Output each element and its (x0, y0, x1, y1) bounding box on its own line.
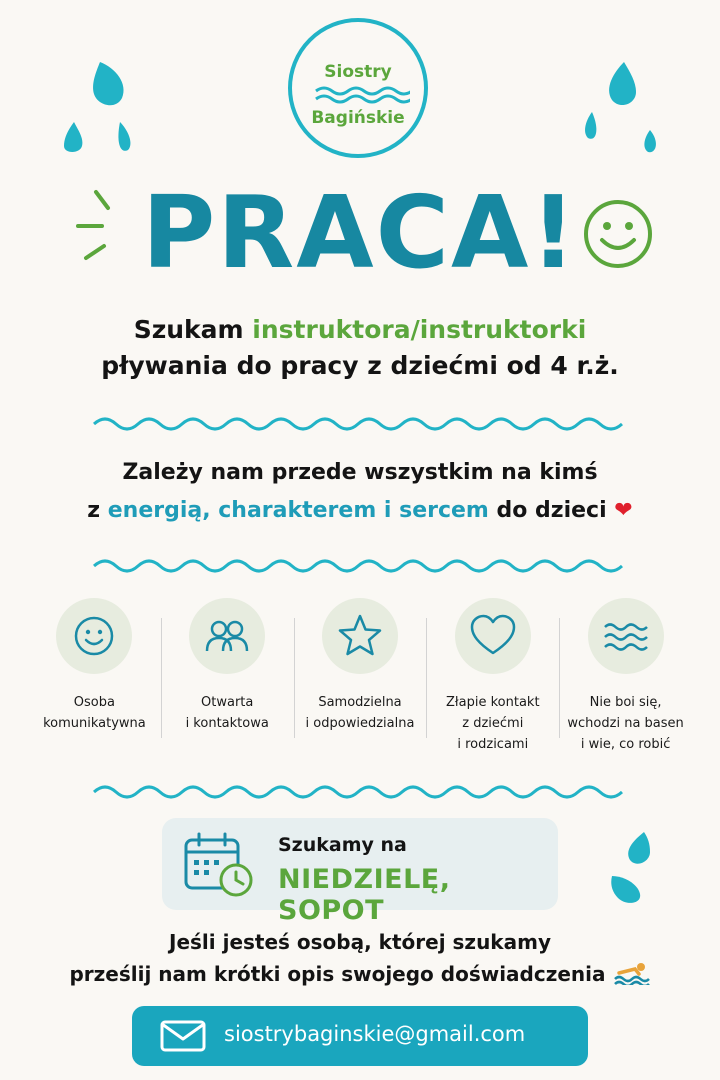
page-title: PRACA! (141, 174, 579, 291)
water-splash-icon (574, 56, 664, 156)
waves-icon (601, 611, 651, 661)
people-icon (202, 611, 252, 661)
feature-text-line: i wie, co robić (580, 737, 671, 752)
star-icon (335, 611, 385, 661)
heart-icon (468, 611, 518, 661)
heart-icon: ❤ (614, 498, 633, 523)
job-headline (0, 312, 720, 384)
feature-text-line: komunikatywna (43, 716, 146, 731)
feature-communicative (28, 596, 161, 776)
water-splash-icon (604, 828, 664, 908)
feature-icon-badge (588, 598, 664, 674)
feature-text-line: Nie boi się, (589, 695, 662, 710)
cta-line-1: Jeśli jesteś osobą, której szukamy (169, 930, 551, 954)
subhead-highlight: energią, charakterem i sercem (107, 498, 489, 523)
email-address[interactable]: siostrybaginskie@gmail.com (224, 1022, 526, 1046)
feature-contact-children (426, 596, 559, 776)
feature-text-line: z dziećmi (462, 716, 524, 731)
call-to-action (0, 926, 720, 990)
envelope-icon (160, 1020, 206, 1052)
cta-line-2: prześlij nam krótki opis swojego doświadczenia (69, 962, 606, 986)
calendar-clock-icon (182, 830, 258, 900)
wave-divider (92, 414, 628, 434)
feature-pool-confident (559, 596, 692, 776)
wave-icon (314, 86, 410, 104)
email-button[interactable] (132, 1006, 588, 1066)
feature-icon-badge (455, 598, 531, 674)
swimmer-icon (613, 961, 651, 985)
feature-text-line: Samodzielna (318, 695, 402, 710)
feature-text-line: i odpowiedzialna (305, 716, 415, 731)
schedule-label: Szukamy na (278, 834, 407, 856)
feature-text-line: Osoba (73, 695, 115, 710)
smiley-icon (582, 198, 654, 270)
logo-line-1: Siostry (324, 62, 392, 82)
requirements-text (0, 454, 720, 530)
feature-icon-badge (322, 598, 398, 674)
feature-text-line: wchodzi na basen (567, 716, 684, 731)
subhead-suffix: do dzieci (488, 498, 615, 523)
feature-text-line: i rodzicami (457, 737, 529, 752)
headline-line-2: pływania do pracy z dziećmi od 4 r.ż. (101, 351, 619, 380)
schedule-value: NIEDZIELĘ, SOPOT (278, 864, 451, 926)
subhead-prefix: z (87, 498, 108, 523)
headline-prefix: Szukam (133, 315, 253, 344)
schedule-box (162, 818, 558, 926)
smiley-icon (69, 611, 119, 661)
feature-open-contact (161, 596, 294, 776)
feature-text-line: Otwarta (201, 695, 254, 710)
logo-line-2: Bagińskie (311, 108, 405, 128)
wave-divider (92, 782, 628, 802)
water-splash-icon (58, 54, 148, 154)
brand-logo (288, 18, 428, 158)
headline-highlight: instruktora/instruktorki (252, 315, 587, 344)
feature-text-line: i kontaktowa (185, 716, 269, 731)
wave-divider (92, 556, 628, 576)
feature-icon-badge (56, 598, 132, 674)
features-row (28, 596, 692, 776)
feature-independent (294, 596, 427, 776)
feature-icon-badge (189, 598, 265, 674)
feature-text-line: Złapie kontakt (446, 695, 540, 710)
subhead-line-1: Zależy nam przede wszystkim na kimś (122, 460, 598, 485)
